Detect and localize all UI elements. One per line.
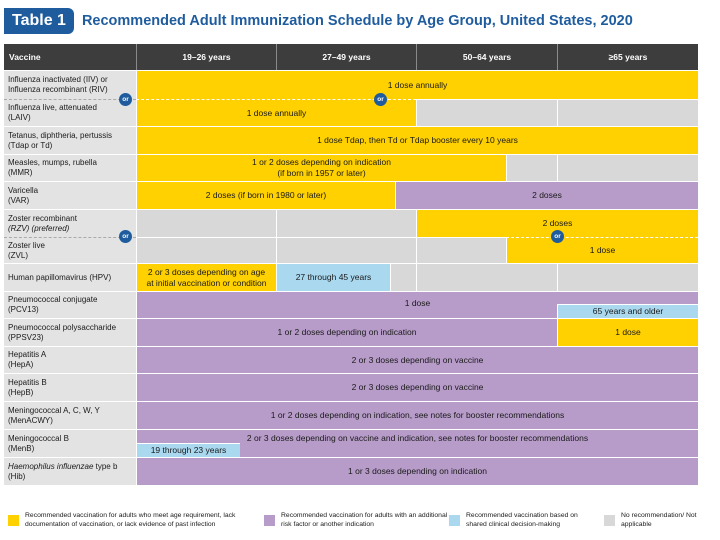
vaccine-name: Pneumococcal conjugate [8,295,98,304]
vaccine-name: Hepatitis A [8,350,47,359]
legend-text: No recommendation/ Not applicable [621,512,697,528]
dose-cell-var-yellow: 2 doses (if born in 1980 or later) [136,181,395,209]
dose-cell-hepb: 2 or 3 doses depending on vaccine [136,373,698,401]
vaccine-name: Human papillomavirus (HPV) [8,272,112,282]
vaccine-name-line2: (MMR) [8,168,33,177]
dose-cell-hpv-yellow [136,263,276,291]
vaccine-name-line2: (ZVL) [8,250,28,260]
vaccine-label-rzv [4,209,136,237]
vaccine-label-hib [4,457,136,485]
vaccine-name-suffix: type b [93,461,118,471]
vaccine-name: Influenza live, attenuated [8,103,97,112]
vaccine-name-line2: (PPSV23) [8,332,44,342]
gray-cell [136,209,276,237]
vaccine-name-line2: Influenza recombinant (RIV) [8,85,108,94]
vaccine-name-italic: Haemophilus influenzae [8,461,94,471]
col-header-27-49: 27–49 years [276,44,416,70]
legend-swatch-gray [604,515,615,526]
table-header [4,44,698,70]
title-bar [4,8,633,34]
vaccine-label-menb [4,429,136,457]
table-row [4,373,698,401]
vaccine-label-iiv [4,70,136,99]
vaccine-name-line2: (RZV) (preferred) [8,223,70,233]
vaccine-name-line2: (VAR) [8,195,30,205]
table-badge: Table 1 [4,8,74,34]
table-row [4,181,698,209]
table-row [4,154,698,181]
vaccine-name: Influenza inactivated (IIV) or [8,75,108,84]
vaccine-name-line2: (Tdap or Td) [8,140,53,150]
table-row [4,291,698,318]
vaccine-label-var [4,181,136,209]
vaccine-label-ppsv23 [4,318,136,346]
legend-text: Recommended vaccination based on shared clinical decision-making [466,512,578,528]
or-icon: or [119,230,132,243]
legend [4,512,698,536]
vaccine-name-line2: (PCV13) [8,305,39,314]
dose-cell-ppsv23: 1 or 2 doses depending on indication [136,318,557,346]
dose-cell-hepa: 2 or 3 doses depending on vaccine [136,346,698,373]
legend-swatch-purple [264,515,275,526]
gray-cell [557,263,698,291]
col-header-65-plus: ≥65 years [557,44,698,70]
dose-cell-menb: 2 or 3 doses depending on vaccine and indication, see notes for booster recommendations [136,429,698,457]
vaccine-name: Varicella [8,185,39,195]
gray-cell [416,263,557,291]
table-row [4,429,698,457]
vaccine-label-hepa [4,346,136,373]
vaccine-label-zvl [4,237,136,263]
table-row [4,126,698,154]
dose-cell-pcv13: 1 dose [136,291,698,318]
col-header-19-26: 19–26 years [136,44,276,70]
vaccine-name: Meningococcal B [8,433,69,443]
gray-cell [557,154,698,181]
legend-text: Recommended vaccination for adults with an additional risk factor or another indication [281,512,448,528]
table-row [4,237,698,263]
gray-cell [416,99,557,126]
gray-cell [557,99,698,126]
dose-cell-pcv13-blue: 65 years and older [557,304,698,318]
gray-cell [390,263,416,291]
legend-item-blue [449,512,599,529]
schedule-table [4,44,698,481]
vaccine-label-laiv [4,99,136,126]
col-header-50-64: 50–64 years [416,44,557,70]
vaccine-name-line2: (Hib) [8,471,26,481]
gray-cell [136,237,276,263]
dose-text-line2: at initial vaccination or condition [146,277,267,288]
vaccine-name: Meningococcal A, C, W, Y [8,405,100,415]
dose-cell-zvl: 1 dose [506,237,698,263]
vaccine-label-pcv13 [4,291,136,318]
vaccine-label-mmr [4,154,136,181]
dose-text: 1 or 2 doses depending on indication [252,157,391,167]
table-row [4,99,698,126]
legend-swatch-blue [449,515,460,526]
vaccine-label-hepb [4,373,136,401]
legend-item-yellow [8,512,258,529]
dose-cell-iiv: 1 dose annually [136,70,698,99]
vaccine-name-line2: (LAIV) [8,113,31,122]
vaccine-label-tdap [4,126,136,154]
dose-cell-rzv: 2 doses [416,209,698,237]
vaccine-name: Tetanus, diphtheria, pertussis [8,130,113,140]
or-icon: or [119,93,132,106]
table-row [4,457,698,485]
gray-cell [506,154,557,181]
dose-cell-tdap: 1 dose Tdap, then Td or Tdap booster every 10 years [136,126,698,154]
vaccine-label-menacwy [4,401,136,429]
table-row [4,70,698,99]
dose-cell-menb-blue: 19 through 23 years [136,443,240,457]
table-row [4,263,698,291]
dose-cell-hib: 1 or 3 doses depending on indication [136,457,698,485]
dose-cell-laiv: 1 dose annually [136,99,416,126]
vaccine-name: Zoster recombinant [8,213,77,223]
dose-cell-ppsv23-yellow: 1 dose [557,318,698,346]
dose-cell-mmr [136,154,506,181]
table-row [4,318,698,346]
vaccine-name: Pneumococcal polysaccharide [8,322,117,332]
vaccine-name: Hepatitis B [8,377,47,387]
page-title: Recommended Adult Immunization Schedule by Age Group, United States, 2020 [81,13,633,29]
dose-cell-hpv-blue: 27 through 45 years [276,263,390,291]
table-row [4,346,698,373]
col-header-vaccine: Vaccine [9,52,41,62]
vaccine-name [8,462,136,472]
vaccine-name: Measles, mumps, rubella [8,158,97,167]
vaccine-name-line2: (HepB) [8,387,34,397]
legend-text: Recommended vaccination for adults who meet age requirement, lack documentation of vaccination, or lack evidence of past infection [25,512,236,528]
table-row [4,209,698,237]
vaccine-name-line2: (MenACWY) [8,415,53,425]
dose-text-line2: (if born in 1957 or later) [277,168,366,178]
gray-cell [276,237,416,263]
legend-swatch-yellow [8,515,19,526]
or-icon: or [374,93,387,106]
legend-item-gray [604,512,698,529]
gray-cell [276,209,416,237]
gray-cell [416,237,506,263]
vaccine-name: Zoster live [8,240,45,250]
dose-cell-var-purple: 2 doses [395,181,698,209]
vaccine-label-hpv [4,263,136,291]
legend-item-purple [264,512,449,529]
table-row [4,401,698,429]
vaccine-name-line2: (MenB) [8,443,35,453]
vaccine-name-line2: (HepA) [8,360,34,369]
dose-cell-menacwy: 1 or 2 doses depending on indication, see notes for booster recommendations [136,401,698,429]
dose-text: 2 or 3 doses depending on age [147,266,266,277]
or-icon: or [551,230,564,243]
